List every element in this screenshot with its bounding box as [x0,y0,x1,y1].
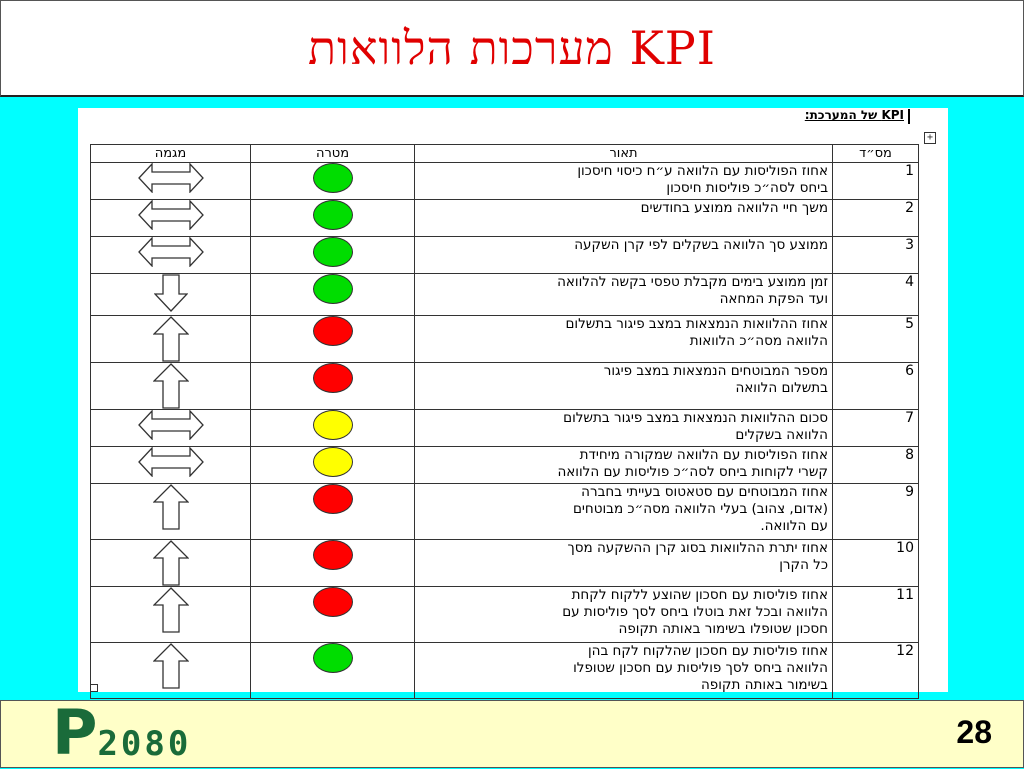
description-line: הלוואה ביחס לסך פוליסות עם חסכון שטופלו [573,660,828,676]
trend-arrow-up-icon [153,484,189,530]
trend-arrow-horizontal-icon [138,163,204,193]
row-trend [91,587,251,643]
logo-letter: P [52,696,98,769]
table-row [91,163,919,200]
kpi-document [78,108,948,692]
description-line: מספר המבוטחים הנמצאות במצב פיגור [603,363,828,379]
row-number: 12 [833,643,919,699]
row-target [251,274,415,316]
description-line: אחוז ההלוואות הנמצאות במצב פיגור בתשלום [565,316,828,332]
table-row [91,447,919,484]
row-number: 11 [833,587,919,643]
description-line: כל הקרן [779,557,828,573]
row-target [251,163,415,200]
header-number: מס״ד [833,145,919,163]
row-number: 4 [833,274,919,316]
table-row [91,316,919,363]
row-target [251,447,415,484]
row-description [415,200,833,237]
kpi-table [90,144,919,699]
paragraph-end-mark [90,684,98,692]
description-line: ביחס לסה״כ פוליסות חיסכון [666,180,828,196]
table-header-row [91,145,919,163]
description-line: אחוז פוליסות עם חסכון שהלקוח לקח בהן [587,643,828,659]
row-trend [91,316,251,363]
description-line: אחוז פוליסות עם חסכון שהוצע ללקוח לקחת [571,587,828,603]
row-description [415,363,833,410]
trend-arrow-up-icon [153,540,189,586]
row-trend [91,200,251,237]
description-line: (אדום, צהוב) בעלי הלוואה מסה״כ מבוטחים [572,501,828,517]
row-number: 2 [833,200,919,237]
status-green-light-icon [313,237,353,267]
row-trend [91,540,251,587]
description-line: בתשלום הלוואה [735,380,828,396]
row-trend [91,484,251,540]
table-row [91,274,919,316]
status-yellow-light-icon [313,447,353,477]
row-description [415,447,833,484]
row-number: 3 [833,237,919,274]
status-green-light-icon [313,274,353,304]
description-line: סכום ההלוואות הנמצאות במצב פיגור בתשלום [563,410,828,426]
row-trend [91,237,251,274]
description-line: אחוז הפוליסות עם הלוואה ע״ח כיסוי חיסכון [577,163,828,179]
row-trend [91,363,251,410]
table-row [91,410,919,447]
description-line: אחוז הפוליסות עם הלוואה שמקורה מיחידת [579,447,828,463]
logo-number: 2080 [97,724,192,764]
row-number: 9 [833,484,919,540]
status-yellow-light-icon [313,410,353,440]
description-line: חסכון שטופלו בשימור באותה תקופה [618,621,828,637]
row-trend [91,410,251,447]
row-description [415,163,833,200]
status-red-light-icon [313,540,353,570]
row-description [415,540,833,587]
description-line: הלוואה בשקלים [735,427,828,443]
trend-arrow-up-icon [153,643,189,689]
status-red-light-icon [313,316,353,346]
row-number: 5 [833,316,919,363]
row-target [251,237,415,274]
table-row [91,587,919,643]
status-red-light-icon [313,484,353,514]
description-line: ממוצע סך הלוואה בשקלים לפי קרן השקעה [574,237,828,253]
row-trend [91,163,251,200]
row-description [415,237,833,274]
row-number: 8 [833,447,919,484]
status-red-light-icon [313,587,353,617]
row-description [415,274,833,316]
status-red-light-icon [313,363,353,393]
status-green-light-icon [313,163,353,193]
row-description [415,643,833,699]
text-cursor [908,109,910,124]
slide-title: KPI מערכות הלוואות [308,21,716,75]
description-line: אחוז המבוטחים עם סטאטוס בעייתי בחברה [581,484,828,500]
description-line: הלוואה מסה״כ הלוואות [689,333,828,349]
p2080-logo [52,696,192,769]
trend-arrow-horizontal-icon [138,410,204,440]
description-line: ועד הפקת המחאה [719,291,828,307]
row-trend [91,447,251,484]
trend-arrow-horizontal-icon [138,200,204,230]
trend-arrow-up-icon [153,316,189,362]
table-row [91,540,919,587]
table-row [91,363,919,410]
row-description [415,410,833,447]
table-row [91,484,919,540]
description-line: הלוואה ובכל זאת בוטלו ביחס לסך פוליסות עם [562,604,828,620]
row-target [251,200,415,237]
row-target [251,484,415,540]
row-target [251,410,415,447]
row-target [251,363,415,410]
row-target [251,587,415,643]
status-green-light-icon [313,200,353,230]
row-target [251,540,415,587]
row-number: 10 [833,540,919,587]
status-green-light-icon [313,643,353,673]
row-number: 7 [833,410,919,447]
row-target [251,316,415,363]
description-line: זמן ממוצע בימים מקבלת טפסי בקשה להלוואה [557,274,828,290]
description-line: אחוז יתרת ההלוואות בסוג קרן ההשקעה מסך [567,540,828,556]
row-description [415,484,833,540]
row-number: 1 [833,163,919,200]
header-description: תאור [415,145,833,163]
row-trend [91,643,251,699]
trend-arrow-up-icon [153,363,189,409]
trend-arrow-up-icon [153,587,189,633]
header-target: מטרה [251,145,415,163]
table-row [91,643,919,699]
row-target [251,643,415,699]
trend-arrow-down-icon [154,274,188,312]
header-trend: מגמה [91,145,251,163]
trend-arrow-horizontal-icon [138,447,204,477]
table-row [91,237,919,274]
table-move-handle-icon[interactable]: + [924,132,936,144]
table-row [91,200,919,237]
row-trend [91,274,251,316]
page-number: 28 [956,714,992,750]
trend-arrow-horizontal-icon [138,237,204,267]
row-description [415,587,833,643]
description-line: עם הלוואה. [760,518,828,534]
row-description [415,316,833,363]
row-number: 6 [833,363,919,410]
description-line: משך חיי הלוואה ממוצע בחודשים [640,200,828,216]
description-line: קשרי לקוחות ביחס לסה״כ פוליסות עם הלוואה [557,464,828,480]
title-bar [0,0,1024,97]
document-caption: KPI של המערכת: [804,108,904,122]
description-line: בשימור באותה תקופה [700,677,828,693]
